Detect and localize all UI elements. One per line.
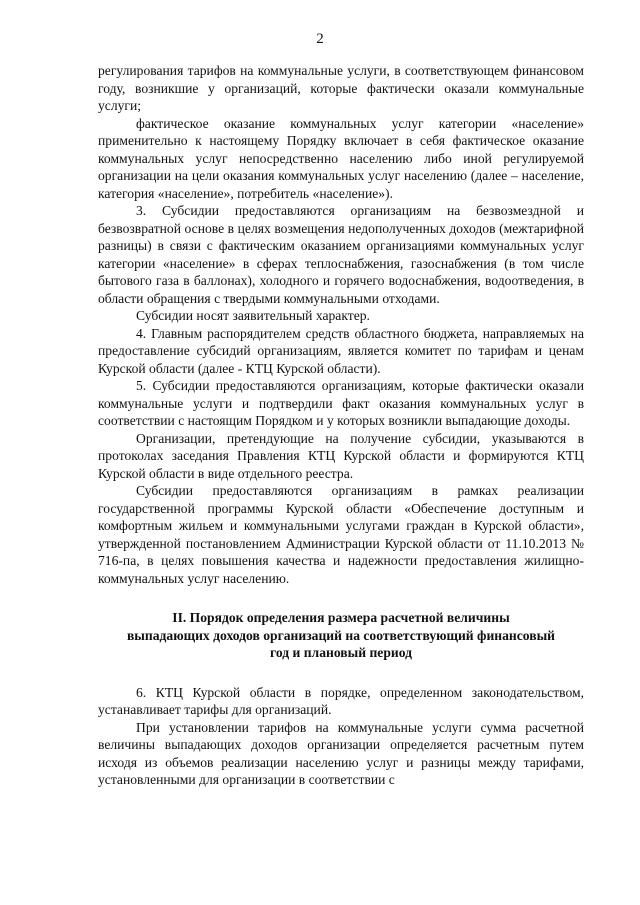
paragraphs-bottom: [98, 684, 584, 789]
paragraphs-top: [98, 62, 584, 587]
paragraph: Субсидии носят заявительный характер.: [136, 308, 370, 323]
paragraph: 6. КТЦ Курской области в порядке, определенном законодательством, устанавливает тарифы для организаций.: [98, 684, 584, 717]
paragraph: При установлении тарифов на коммунальные услуги сумма расчетной величины выпадающих доходов организации определяется расчетным путем исходя из объемов реализации населению услуг и разницы между тарифами, установленными для организации в соответствии с: [98, 719, 584, 787]
paragraph: регулирования тарифов на коммунальные услуги, в соответствующем финансовом году, возникшие у организаций, которые фактически оказали коммунальные услуги;: [98, 63, 584, 113]
paragraph: Организации, претендующие на получение субсидии, указываются в протоколах заседания Правления КТЦ Курской области и формируются КТЦ Курской области в виде отдельного реестра.: [98, 430, 584, 481]
section-heading-line-3: год и плановый период: [269, 645, 413, 660]
paragraph: Субсидии предоставляются организациям в рамках реализации государственной программы Курской области «Обеспечение доступным и комфортным жильем и коммунальными услугами граждан в Курской области», утвержденной постановлением Администрации Курской области от 11.10.2013 № 716-па, в целях повышения качества и надежности предоставления жилищно-коммунальных услуг населению.: [98, 483, 584, 586]
section-heading: [98, 609, 584, 662]
section-heading-line-1: II. Порядок определения размера расчетной величины: [172, 610, 510, 625]
section-heading-line-2: выпадающих доходов организаций на соответствующий финансовый: [126, 627, 556, 643]
document-body: [98, 62, 584, 789]
paragraph: 4. Главным распорядителем средств областного бюджета, направляемых на предоставление субсидий организациям, является комитет по тарифам и ценам Курской области (далее - КТЦ Курской области).: [98, 325, 584, 376]
paragraph: 3. Субсидии предоставляются организациям на безвозмездной и безвозвратной основе в целях возмещения недополученных доходов (межтарифной разницы) в связи с фактическим оказанием организациями коммунальных услуг категории «население» в сферах теплоснабжения, газоснабжения (в том числе бытового газа в баллонах), холодного и горячего водоснабжения, водоотведения, в области обращения с твердыми коммунальными отходами.: [98, 203, 584, 306]
paragraph: 5. Субсидии предоставляются организациям, которые фактически оказали коммунальные услуги и подтвердили факт оказания коммунальных услуг в соответствии с настоящим Порядком и у которых возникли выпадающие доходы.: [98, 378, 584, 428]
page-number: 2: [316, 31, 324, 47]
paragraph: фактическое оказание коммунальных услуг категории «население» применительно к настоящему Порядку включает в себя фактическое оказание коммунальных услуг непосредственно населению либо иной регулируемой организации на цели оказания коммунальных услуг населению (далее – население, категория «население», потребитель «население»).: [98, 115, 584, 201]
